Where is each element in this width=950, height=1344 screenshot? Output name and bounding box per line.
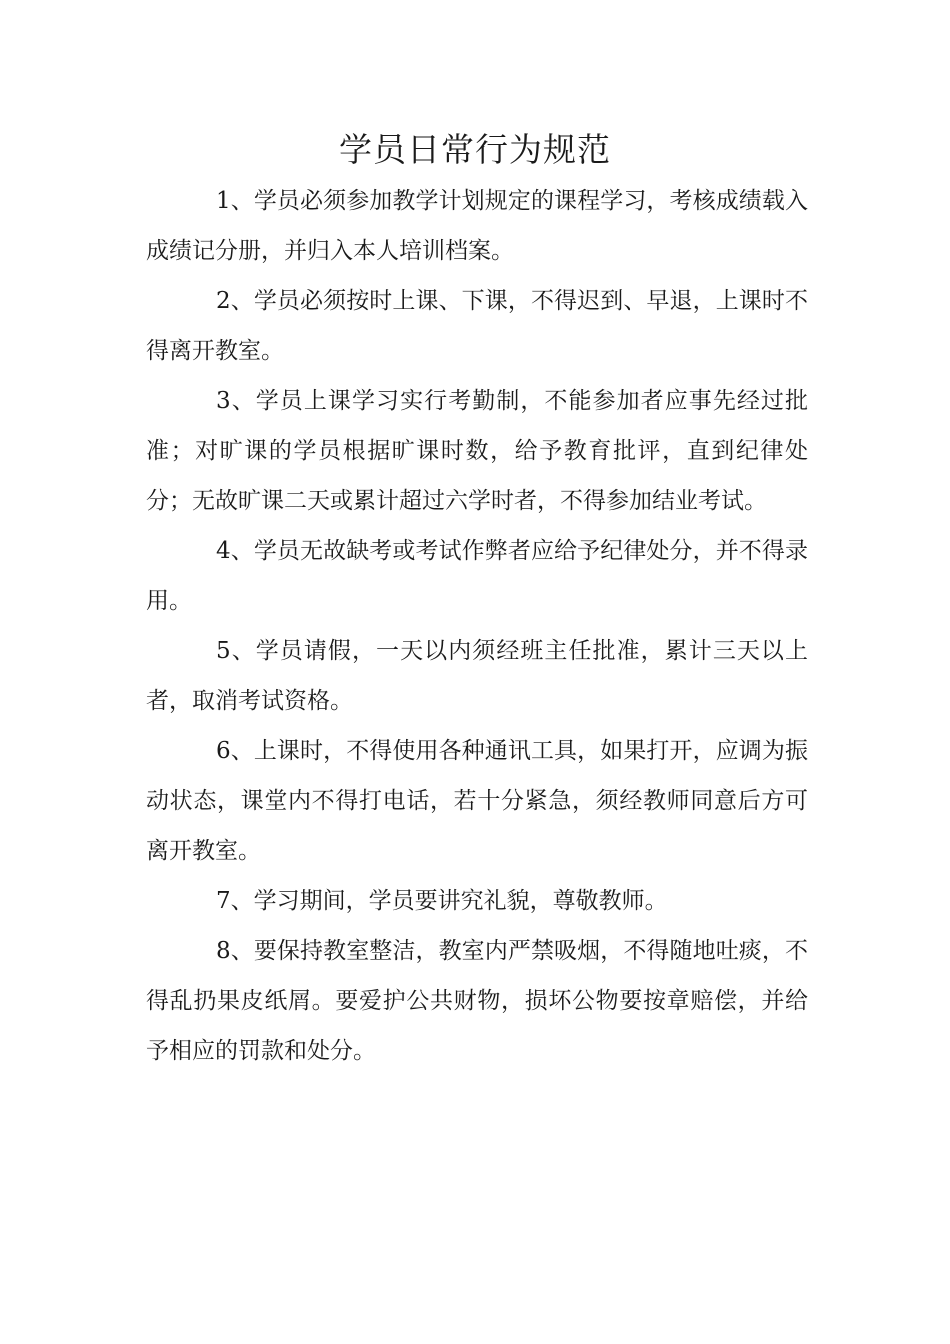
- rule-8: 8、要保持教室整洁，教室内严禁吸烟，不得随地吐痰，不得乱扔果皮纸屑。要爱护公共财物，损坏公物要按章赔偿，并给予相应的罚款和处分。: [146, 938, 808, 1064]
- rule-1: 1、学员必须参加教学计划规定的课程学习，考核成绩载入成绩记分册，并归入本人培训档案。: [146, 188, 808, 264]
- rule-7: 7、学习期间，学员要讲究礼貌，尊敬教师。: [216, 888, 668, 914]
- rule-3: 3、学员上课学习实行考勤制，不能参加者应事先经过批准；对旷课的学员根据旷课时数，给予教育批评，直到纪律处分；无故旷课二天或累计超过六学时者，不得参加结业考试。: [146, 388, 808, 514]
- rule-4: 4、学员无故缺考或考试作弊者应给予纪律处分，并不得录用。: [146, 538, 808, 614]
- rule-5: 5、学员请假，一天以内须经班主任批准，累计三天以上者，取消考试资格。: [146, 638, 808, 714]
- rule-6: 6、上课时，不得使用各种通讯工具，如果打开，应调为振动状态，课堂内不得打电话，若十分紧急，须经教师同意后方可离开教室。: [146, 738, 808, 864]
- rule-2: 2、学员必须按时上课、下课，不得迟到、早退，上课时不得离开教室。: [146, 288, 808, 364]
- page-title: 学员日常行为规范: [339, 130, 611, 169]
- rules-body: [146, 176, 808, 1076]
